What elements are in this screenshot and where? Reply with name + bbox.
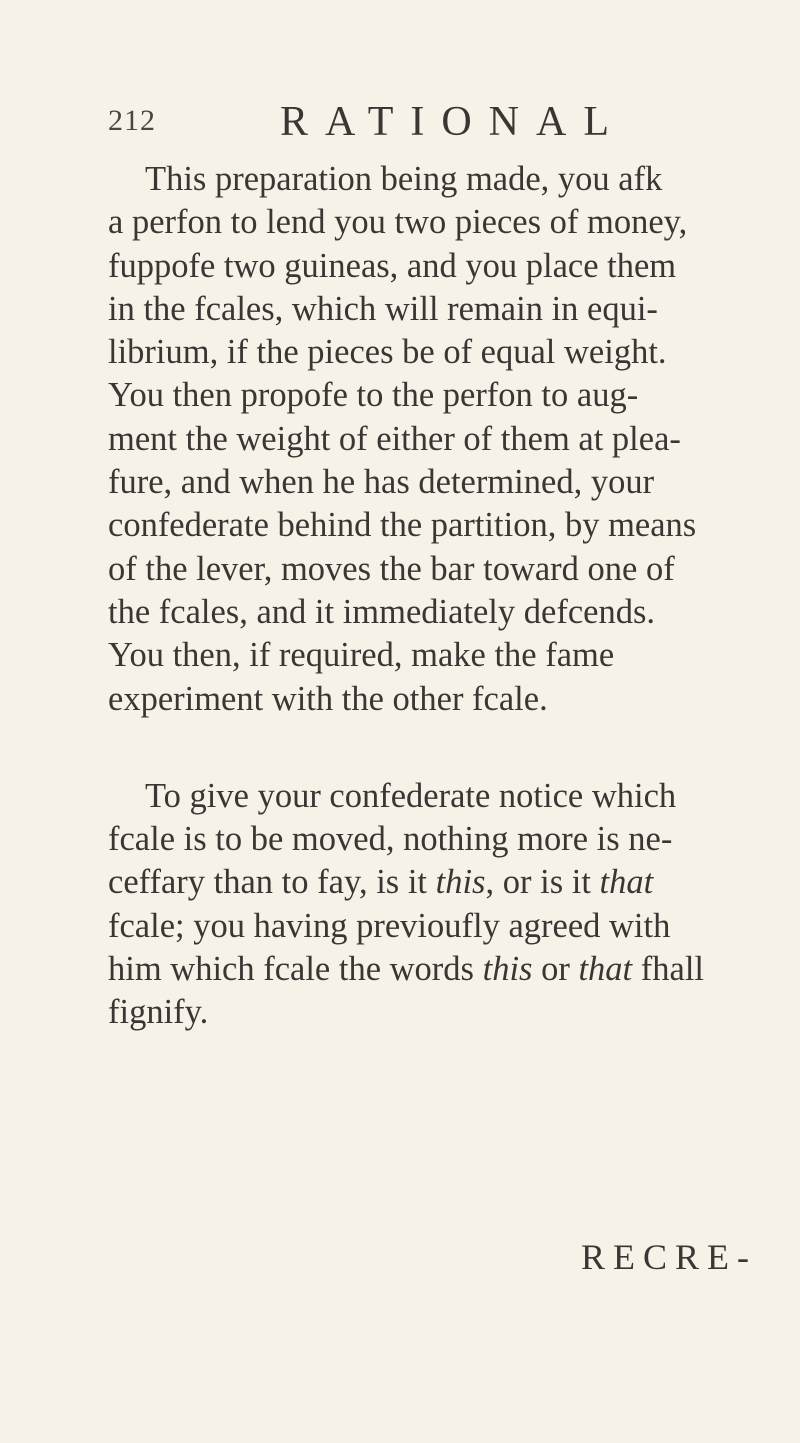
italic-word: this [482,950,533,989]
text-line: To give your confederate notice which [145,776,677,815]
text-line: ment the weight of either of them at plea- [108,419,681,458]
text-segment: ceffary than to fay, is it [108,863,436,902]
text-line [108,861,748,904]
text-line: You then propofe to the perfon to aug- [108,376,639,415]
text-line: fignify. [108,993,209,1032]
text-line: This preparation being made, you afk [145,160,663,198]
text-line: a perfon to lend you two pieces of money, [108,203,688,242]
text-line: confederate behind the partition, by means [108,506,697,545]
page-header [108,98,748,148]
text-line: You then, if required, make the fame [108,636,615,675]
text-segment: him which fcale the words [108,950,483,989]
text-line: librium, if the pieces be of equal weight. [108,333,667,372]
text-line: fure, and when he has determined, your [108,463,655,502]
italic-word: this [435,863,486,902]
body-text [108,158,748,1035]
text-segment: , or is it [485,863,600,902]
text-line: of the lever, moves the bar toward one of [108,549,675,588]
page-number: 212 [108,104,156,137]
catchword: RECRE- [581,1237,758,1277]
paragraph-1 [108,158,748,721]
text-segment: fhall [632,950,704,989]
text-line [108,948,748,991]
text-line: fuppofe two guineas, and you place them [108,246,677,285]
text-line: fcale is to be moved, nothing more is ne- [108,820,673,859]
text-line: experiment with the other fcale. [108,679,548,718]
text-line: the fcales, and it immediately defcends. [108,592,655,631]
text-line: fcale; you having previoufly agreed with [108,906,671,945]
paragraph-2 [108,775,748,1035]
text-segment: or [532,950,579,989]
italic-word: that [599,863,654,902]
running-head: RATIONAL [280,99,626,145]
italic-word: that [578,950,633,989]
text-line: in the fcales, which will remain in equi- [108,289,658,328]
